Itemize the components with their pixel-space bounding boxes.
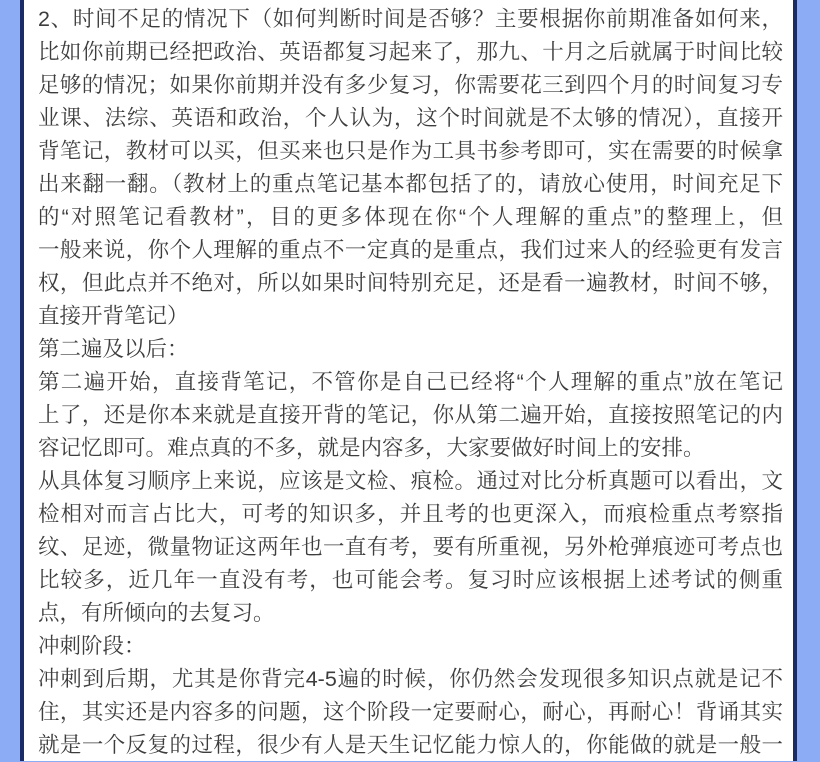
text-line: 2、时间不足的情况下（如何判断时间是否够？主要根据你前期准备如何来， [38,7,783,31]
text-line: 点，有所倾向的去复习。 [38,601,275,625]
text-line: 出来翻一翻。（教材上的重点笔记基本都包括了的，请放心使用，时间充足下 [38,172,783,196]
text-line: 背笔记，教材可以买，但买来也只是作为工具书参考即可，实在需要的时候拿 [38,139,783,163]
text-line: 检相对而言占比大，可考的知识多，并且考的也更深入，而痕检重点考察指 [38,502,783,526]
text-line: 纹、足迹，微量物证这两年也一直有考，要有所重视，另外枪弹痕迹可考点也 [38,535,783,559]
text-line: 冲刺阶段： [38,634,146,658]
article-card [20,0,797,761]
text-line: 上了，还是你本来就是直接开背的笔记，你从第二遍开始，直接按照笔记的内 [38,403,783,427]
text-line: 的“对照笔记看教材”，目的更多体现在你“个人理解的重点”的整理上，但 [38,205,783,229]
text-line: 住，其实还是内容多的问题，这个阶段一定要耐心，耐心，再耐心！背诵其实 [38,700,783,724]
text-line: 第二遍开始，直接背笔记，不管你是自己已经将“个人理解的重点”放在笔记 [38,370,783,394]
article-body [24,0,793,762]
text-line: 冲刺到后期，尤其是你背完4-5遍的时候，你仍然会发现很多知识点就是记不 [38,667,783,691]
text-line: 容记忆即可。难点真的不多，就是内容多，大家要做好时间上的安排。 [38,436,705,460]
text-line: 足够的情况；如果你前期并没有多少复习，你需要花三到四个月的时间复习专 [38,73,783,97]
text-line: 比较多，近几年一直没有考，也可能会考。复习时应该根据上述考试的侧重 [38,568,783,592]
text-line: 权，但此点并不绝对，所以如果时间特别充足，还是看一遍教材，时间不够， [38,271,783,295]
text-line: 一般来说，你个人理解的重点不一定真的是重点，我们过来人的经验更有发言 [38,238,783,262]
text-line: 从具体复习顺序上来说，应该是文检、痕检。通过对比分析真题可以看出，文 [38,469,783,493]
text-line: 比如你前期已经把政治、英语都复习起来了，那九、十月之后就属于时间比较 [38,40,783,64]
text-line: 直接开背笔记） [38,304,189,328]
text-line: 第二遍及以后： [38,337,189,361]
text-line: 就是一个反复的过程，很少有人是天生记忆能力惊人的，你能做的就是一般一 [38,733,783,757]
text-line: 业课、法综、英语和政治，个人认为，这个时间就是不太够的情况），直接开 [38,106,783,130]
